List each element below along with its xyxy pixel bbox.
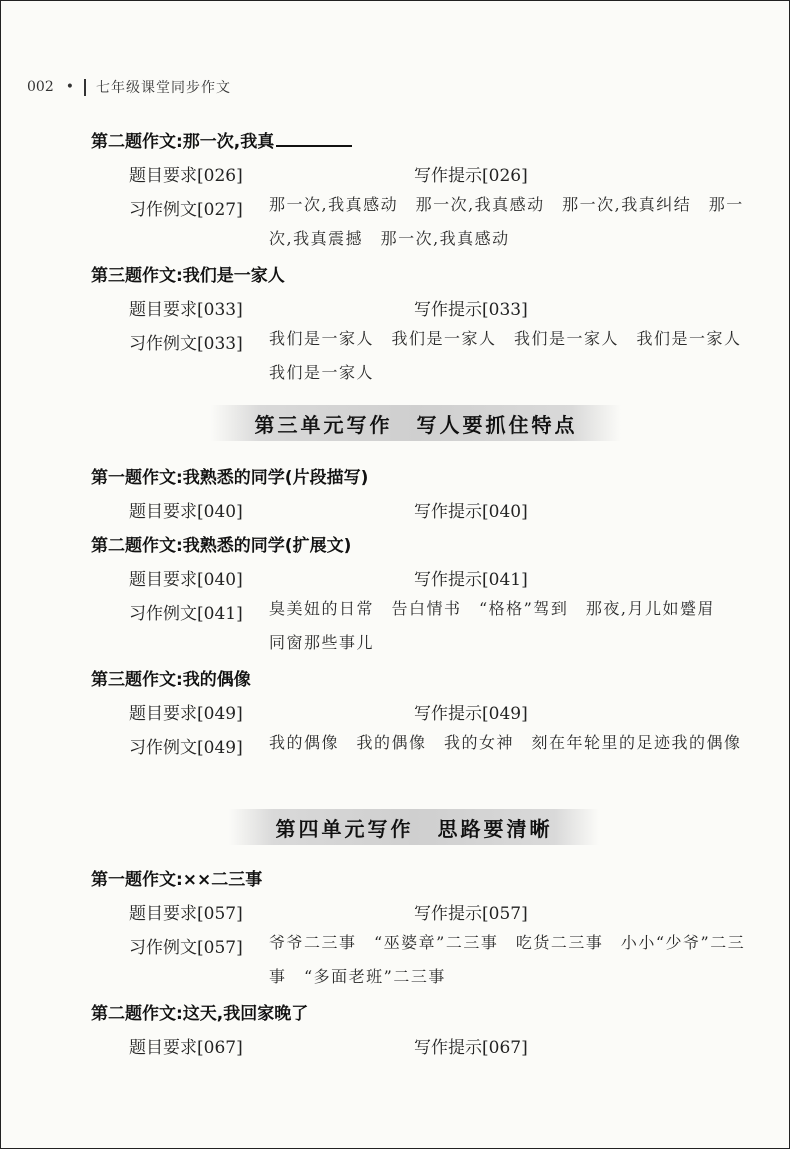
book-title: 七年级课堂同步作文 [96,80,231,96]
example-ref: 习作例文[033] [129,334,243,354]
example-titles: 臭美妞的日常 告白情书 “格格”驾到 那夜,月儿如蹙眉 同窗那些事儿 [269,599,733,652]
section-title: 第一题作文:我熟悉的同学(片段描写) [91,468,369,488]
section-title-text: 第二题作文:那一次,我真 [91,132,275,152]
unit-heading-text: 第四单元写作 [275,816,414,841]
bullet-separator: • [65,79,74,95]
section-title: 第一题作文:××二三事 [91,870,263,890]
example-ref: 习作例文[027] [129,200,243,220]
unit-heading [229,809,599,845]
requirement-ref: 题目要求[067] [129,1038,243,1058]
section-title: 第三题作文:我们是一家人 [91,266,285,286]
tip-ref: 写作提示[026] [414,166,528,186]
example-titles: 那一次,我真感动 那一次,我真感动 那一次,我真纠结 那一次,我真震撼 那一次,我真感动 [269,195,744,248]
requirement-ref: 题目要求[040] [129,502,243,522]
divider-bar [84,79,86,96]
example-titles: 我的偶像 我的偶像 我的女神 刻在年轮里的足迹我的偶像 [269,733,742,752]
unit-heading [211,405,621,441]
example-titles: 我们是一家人 我们是一家人 我们是一家人 我们是一家人 我们是一家人 [269,329,760,382]
tip-ref: 写作提示[041] [414,570,528,590]
section-title [91,127,352,152]
page-number: 002 [27,79,54,95]
example-ref: 习作例文[041] [129,604,243,624]
tip-ref: 写作提示[049] [414,704,528,724]
requirement-ref: 题目要求[057] [129,904,243,924]
fill-blank-line [276,144,352,147]
section-title: 第三题作文:我的偶像 [91,670,251,690]
requirement-ref: 题目要求[049] [129,704,243,724]
requirement-ref: 题目要求[040] [129,570,243,590]
example-titles: 爷爷二三事 “巫婆章”二三事 吃货二三事 小小“少爷”二三事 “多面老班”二三事 [269,933,746,986]
section-title: 第二题作文:这天,我回家晚了 [91,1004,309,1024]
requirement-ref: 题目要求[026] [129,166,243,186]
tip-ref: 写作提示[067] [414,1038,528,1058]
unit-subheading-text: 思路要清晰 [437,816,553,841]
section-title: 第二题作文:我熟悉的同学(扩展文) [91,536,352,556]
unit-heading-text: 第三单元写作 [254,412,393,437]
example-ref: 习作例文[057] [129,938,243,958]
tip-ref: 写作提示[040] [414,502,528,522]
example-ref: 习作例文[049] [129,738,243,758]
requirement-ref: 题目要求[033] [129,300,243,320]
tip-ref: 写作提示[033] [414,300,528,320]
unit-subheading-text: 写人要抓住特点 [416,412,578,437]
running-head [27,77,231,97]
tip-ref: 写作提示[057] [414,904,528,924]
